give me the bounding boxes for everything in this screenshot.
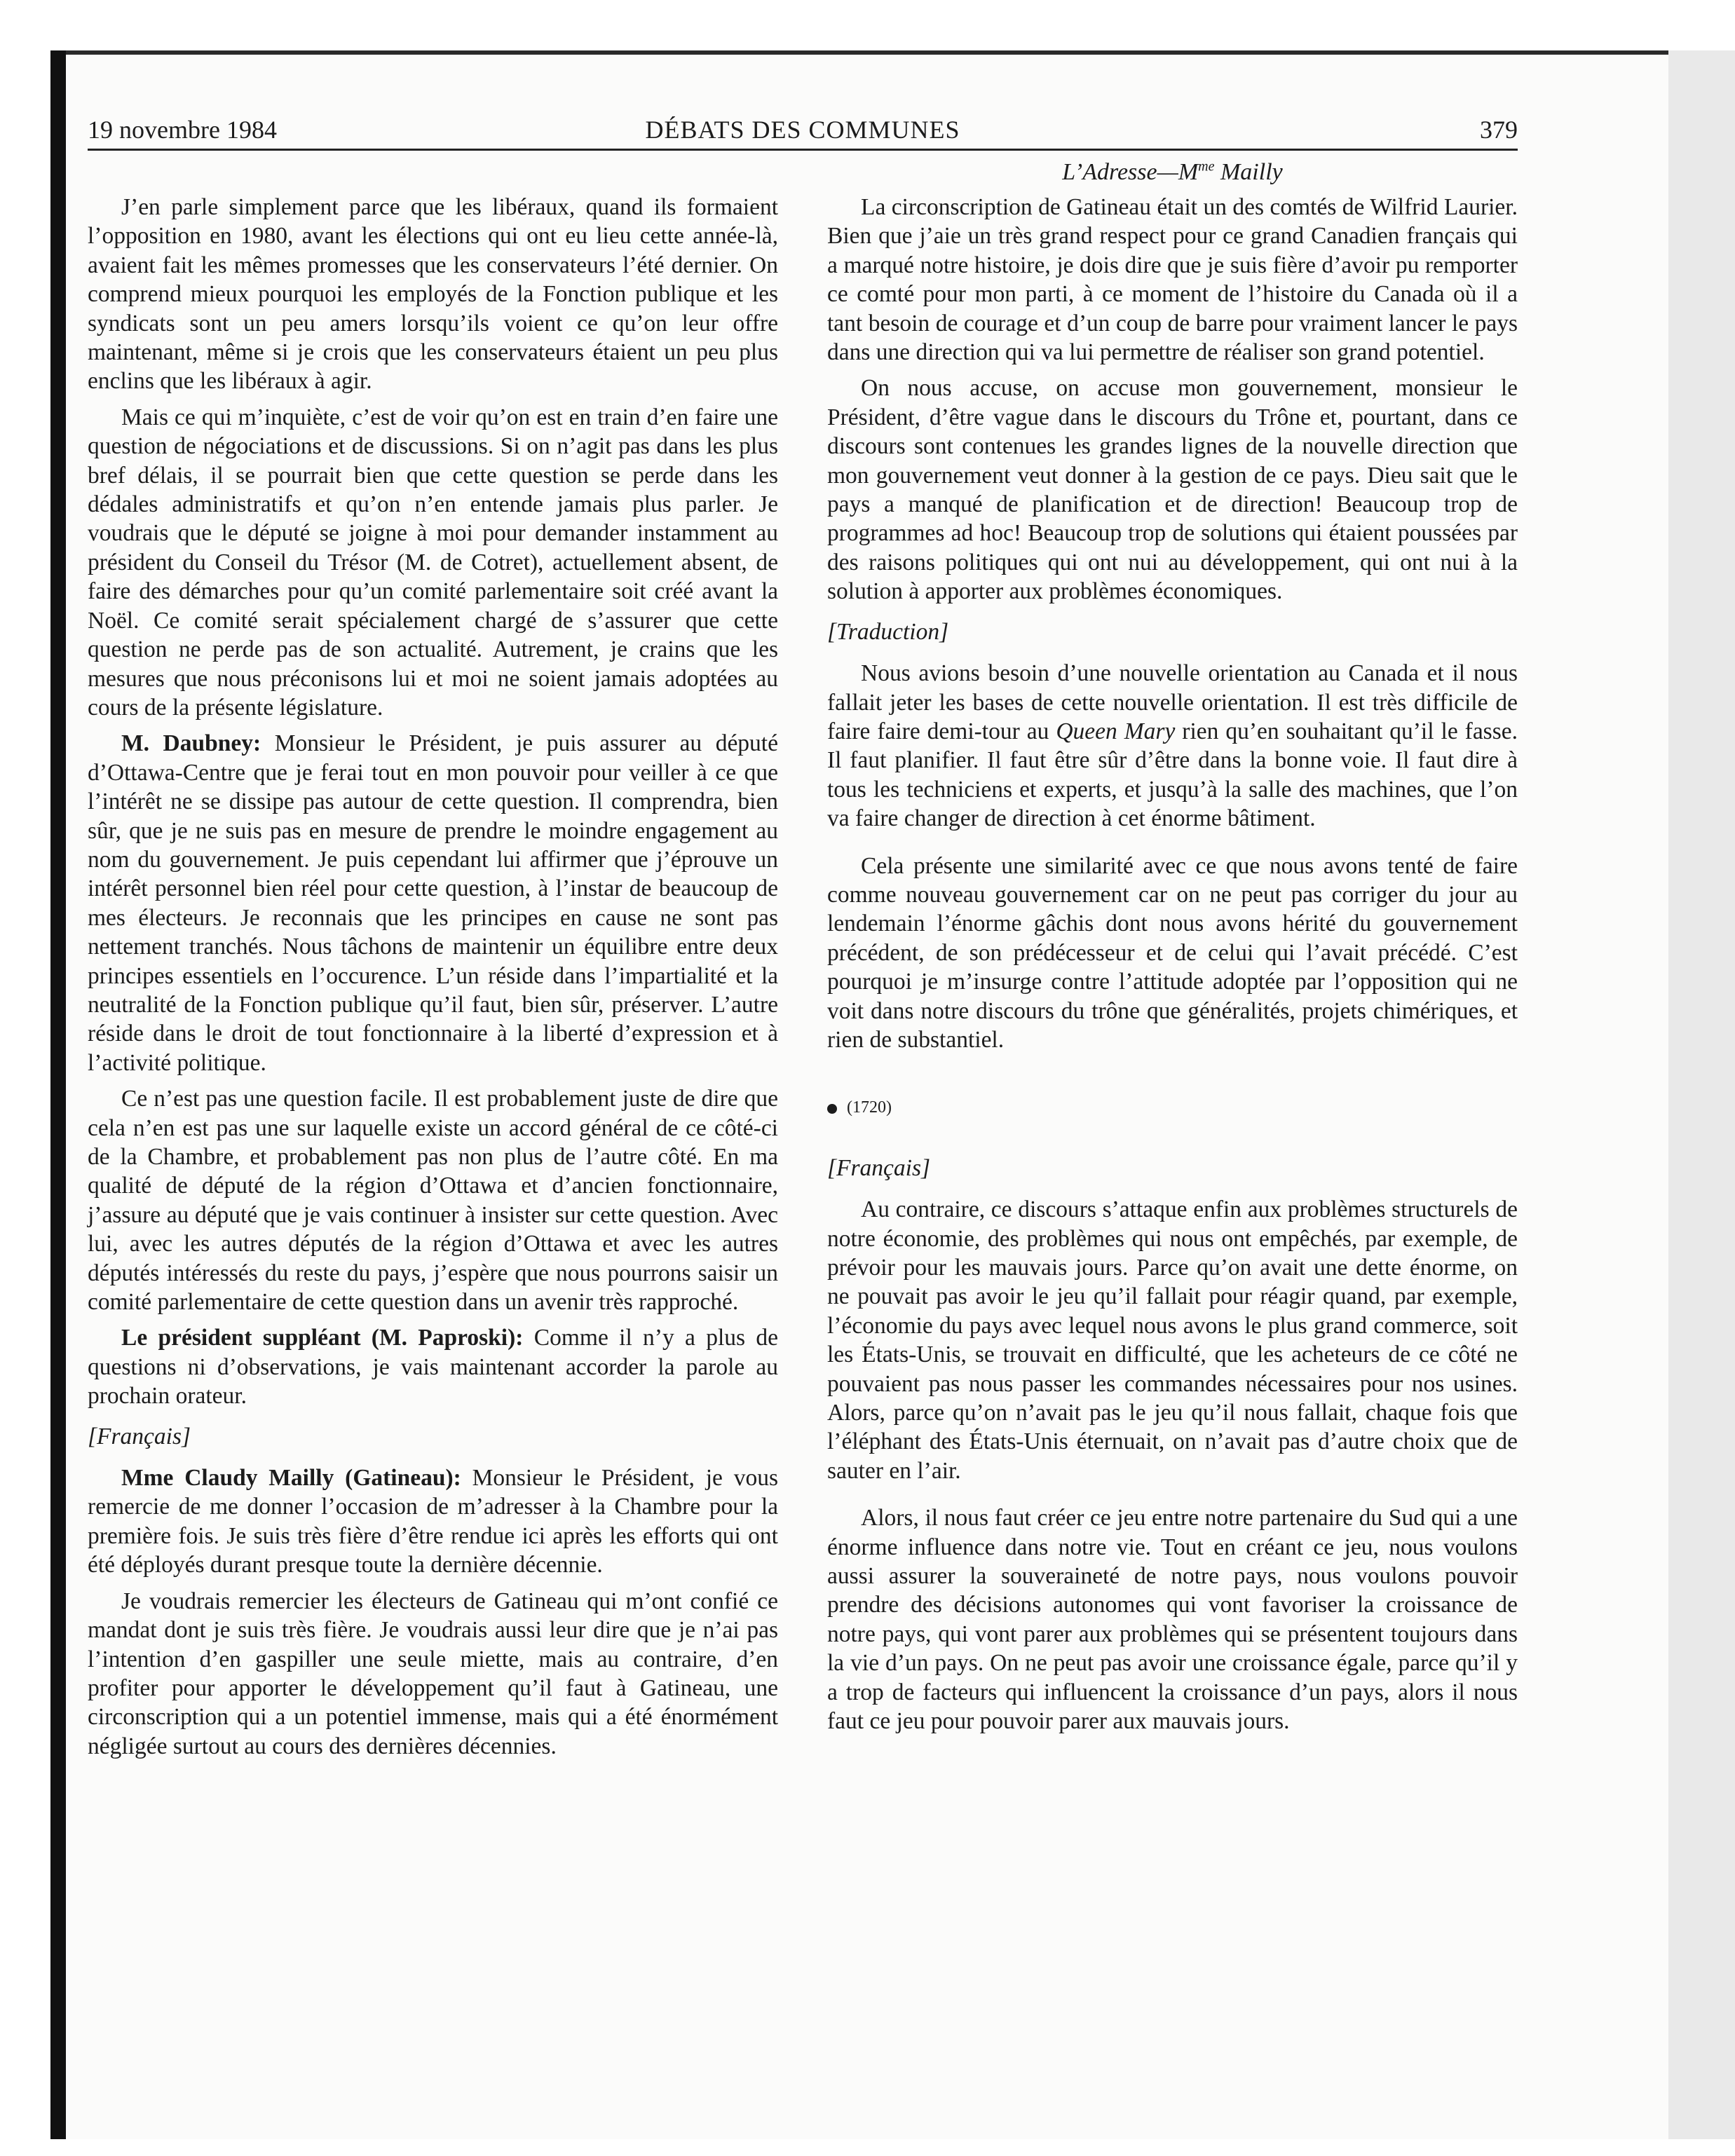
paragraph: Au contraire, ce discours s’attaque enfin aux problèmes structurels de notre économie, des problèmes qui nous ont empêchés, par exemple, de prévoir pour les mauvais jours. Parce qu’on avait une dette énorme, on ne pouvait pas avoir le jeu qu’il fallait pour réagir quand, par exemple, l’économie du pays avec lequel nous avons le plus grand commerce, soit les États-Unis, se trouvait en difficulté, que les acheteurs de ce côté ne pouvaient pas nous passer les commandes nécessaires pour nos usines. Alors, parce qu’on n’avait pas le jeu qu’il nous fallait, chaque fois que l’éléphant des États-Unis éternuait, on n’avait pas d’autre choix que de sauter en l’air. [827,1196,1518,1484]
speech-president [88,1323,778,1410]
header-date: 19 novembre 1984 [88,116,277,144]
speaker-name: Mme Claudy Mailly (Gatineau): [121,1465,461,1492]
speech-text: Monsieur le Président, je vous remercie de me donner l’occasion de m’adresser à la Chambre pour la première fois. Je suis très fière d’être rendue ici après les efforts qui ont été déployés durant presque toute la dernière décennie. [88,1465,778,1578]
ship-name: Queen Mary [1056,718,1176,744]
right-column [827,193,1518,1743]
paragraph: Ce n’est pas une question facile. Il est probablement juste de dire que cela n’en est pas une sur laquelle existe un accord général de ce côté-ci de la Chambre, et probablement pas non plus de l’autre côté. En ma qualité de député de la région d’Ottawa et d’ancien fonctionnaire, j’assure au député que je vais continuer à insister sur cette question. Avec lui, avec les autres députés de la région d’Ottawa et avec les autres députés intéressés du reste du pays, j’espère que nous pourrons saisir un comité parlementaire de cette question dans un avenir très rapproché. [88,1086,778,1316]
left-column [88,193,778,1768]
scan-margin-right [1668,50,1735,2139]
language-tag: [Traduction] [827,618,949,645]
paragraph: J’en parle simplement parce que les libéraux, quand ils formaient l’opposition en 1980, avant les élections qui ont eu lieu cette année-là, avaient fait les mêmes promesses que les conservateurs l’été dernier. On comprend mieux pourquoi les employés de la Fonction publique et les syndicats sont un peu amers lorsqu’ils voient ce qu’on leur offre maintenant, même si je crois que les conservateurs étaient un peu plus enclins que les libéraux à agir. [88,194,778,395]
speech-mailly [88,1464,778,1580]
paragraph [827,659,1518,833]
header-title: DÉBATS DES COMMUNES [645,116,960,144]
paragraph: Alors, il nous faut créer ce jeu entre notre partenaire du Sud qui a une énorme influence dans notre vie. Tout en créant ce jeu, nous voulons aussi assurer la souveraineté de notre pays, nous voulons pouvoir prendre des décisions autonomes qui vont favoriser la croissance de notre pays, qui vont parer aux problèmes qui se présentent toujours dans la vie d’un pays. On ne peut pas avoir une croissance égale, parce qu’il y a trop de facteurs qui influencent la croissance d’un pays, alors il nous faut ce jeu pour pouvoir parer aux mauvais jours. [827,1505,1518,1735]
running-head-suffix: Mailly [1214,159,1283,185]
page-header [88,112,1518,147]
running-head-sup: me [1198,158,1215,175]
language-tag: [Français] [88,1423,191,1449]
page-number: 379 [1480,116,1518,144]
text-segment: Nous avions besoin d’une nouvelle orientation au Canada et il nous fallait jeter les bases de cette nouvelle orientation. Il est très difficile de faire faire demi-tour au [827,660,1518,744]
language-tag: [Français] [827,1154,931,1181]
speech-text: Monsieur le Président, je puis assurer au député d’Ottawa-Centre que je ferai tout en mon pouvoir pour veiller à ce que l’intérêt ne se dissipe pas autour de cette question. Il comprendra, bien sûr, que je ne suis pas en mesure de prendre le moindre engagement au nom du gouvernement. Je puis cependant lui affirmer que j’éprouve un intérêt personnel bien réel pour cette question, à l’instar de beaucoup de mes électeurs. Je reconnais que les principes en cause ne sont pas nettement tranchés. Nous tâchons de maintenir un équilibre entre deux principes essentiels en l’occurence. L’un réside dans l’impartialité et la neutralité de la Fonction publique qu’il faut, bien sûr, préserver. L’autre réside dans le droit de tout fonctionnaire à la liberté d’expression et à l’activité politique. [88,730,778,1076]
speech-daubney [88,729,778,1077]
timestamp-text: (1720) [847,1098,892,1117]
paragraph: Je voudrais remercier les électeurs de Gatineau qui m’ont confié ce mandat dont je suis très fière. Je voudrais aussi leur dire que je n’ai pas l’intention d’en gaspiller une seule miette, mais au contraire, d’en profiter pour apporter le développement qu’il faut à Gatineau, une circonscription qui a un potentiel immense, mais qui a été énormément négligée surtout au cours des dernières décennies. [88,1588,778,1759]
text-segment: rien qu’en souhaitant qu’il le fasse. Il faut planifier. Il faut être sûr d’être dans la bonne voie. Il faut dire à tous les techniciens et experts, et jusqu’à la salle des machines, que l’on va faire changer de direction à cet énorme bâtiment. [827,718,1518,832]
header-rule [88,149,1518,151]
timestamp [827,1093,1518,1122]
speech-text: Comme il n’y a plus de questions ni d’observations, je vais maintenant accorder la parole au prochain orateur. [88,1325,778,1410]
paragraph: Mais ce qui m’inquiète, c’est de voir qu’on est en train d’en faire une question de négociations et de discussions. Si on n’agit pas dans les plus bref délais, il se pourrait bien que cette question se perde dans les dédales administratifs et qu’on n’en entende jamais plus parler. Je voudrais que le député se joigne à moi pour demander instamment au président du Conseil du Trésor (M. de Cotret), actuellement absent, de faire des démarches pour qu’un comité parlementaire soit créé avant la Noël. Ce comité serait spécialement chargé de s’assurer que cette question ne perde pas de son actualité. Autrement, je crains que les mesures que nous préconisons lui et moi ne soient jamais adoptées au cours de la présente législature. [88,404,778,721]
running-head [827,157,1518,188]
bullet-icon [827,1104,837,1114]
speaker-name: M. Daubney: [121,730,261,757]
paragraph: Cela présente une similarité avec ce que nous avons tenté de faire comme nouveau gouvernement car on ne peut pas corriger du jour au lendemain l’énorme gâchis dont nous avons hérité du gouvernement précédent, de son prédécesseur et de celui qui l’avait précédé. C’est pourquoi je m’insurge contre l’attitude adoptée par l’opposition qui ne voit dans notre discours du trône que généralités, projets chimériques, et rien de substantiel. [827,852,1518,1053]
speaker-name: Le président suppléant (M. Paproski): [121,1325,524,1351]
paragraph: La circonscription de Gatineau était un des comtés de Wilfrid Laurier. Bien que j’aie un très grand respect pour ce grand Canadien français qui a marqué notre histoire, je dois dire que je suis fière d’avoir pu remporter ce comté pour mon parti, à ce moment de l’histoire du Canada où il a tant besoin de courage et d’un coup de barre pour vraiment lancer le pays dans une direction qui va lui permettre de réaliser son grand potentiel. [827,194,1518,366]
paragraph: On nous accuse, on accuse mon gouvernement, monsieur le Président, d’être vague dans le discours du Trône et, pourtant, dans ce discours sont contenues les grandes lignes de la nouvelle direction que mon gouvernement veut donner à la gestion de ce pays. Dieu sait que le pays a manqué de planification et de direction! Beaucoup trop de programmes ad hoc! Beaucoup trop de solutions qui étaient poussées par des raisons politiques qui ont nui au développement, qui ont nui à la solution à apporter aux problèmes économiques. [827,375,1518,605]
scan-border-left [50,50,66,2139]
running-head-prefix: L’Adresse—M [1062,159,1199,185]
